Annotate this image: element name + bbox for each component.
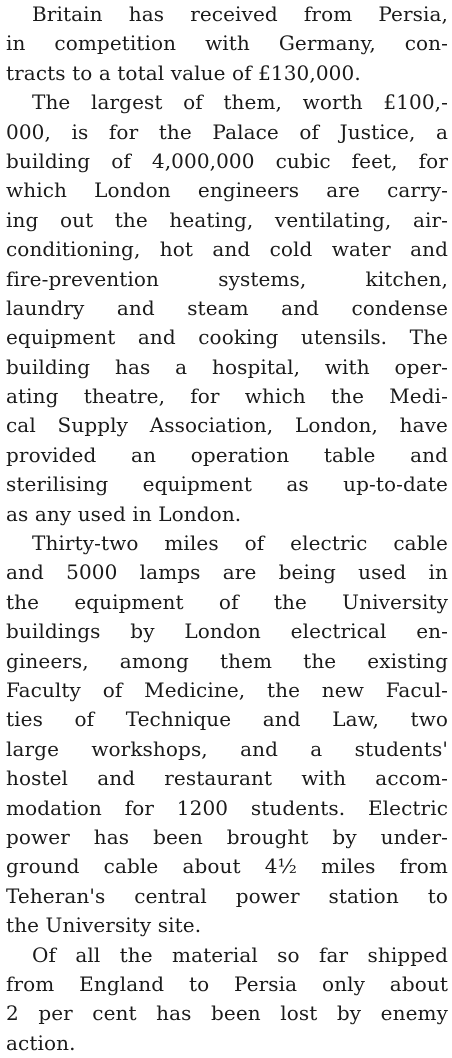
text-line: ties of Technique and Law, two — [6, 705, 448, 734]
text-line: buildings by London electrical en- — [6, 617, 448, 646]
text-line: the equipment of the University — [6, 588, 448, 617]
text-line: as any used in London. — [6, 500, 448, 529]
text-line: building of 4,000,000 cubic feet, for — [6, 147, 448, 176]
article-column — [6, 0, 448, 1058]
text-line: ing out the heating, ventilating, air- — [6, 206, 448, 235]
text-line: cal Supply Association, London, have — [6, 411, 448, 440]
paragraph-shipping-losses — [6, 941, 448, 1058]
text-line: Teheran's central power station to — [6, 882, 448, 911]
text-line: laundry and steam and condense — [6, 294, 448, 323]
text-line: building has a hospital, with oper- — [6, 353, 448, 382]
text-line: from England to Persia only about — [6, 970, 448, 999]
text-line: 000, is for the Palace of Justice, a — [6, 118, 448, 147]
paragraph-university — [6, 529, 448, 940]
text-line: gineers, among them the existing — [6, 647, 448, 676]
text-line: sterilising equipment as up-to-date — [6, 470, 448, 499]
text-line: ground cable about 4½ miles from — [6, 852, 448, 881]
text-line: modation for 1200 students. Electric — [6, 794, 448, 823]
text-line: Thirty-two miles of electric cable — [6, 529, 448, 558]
text-line: Britain has received from Persia, — [6, 0, 448, 29]
text-line: The largest of them, worth £100,- — [6, 88, 448, 117]
text-line: in competition with Germany, con- — [6, 29, 448, 58]
text-line: ating theatre, for which the Medi- — [6, 382, 448, 411]
text-line: hostel and restaurant with accom- — [6, 764, 448, 793]
text-line: and 5000 lamps are being used in — [6, 558, 448, 587]
text-line: power has been brought by under- — [6, 823, 448, 852]
text-line: Of all the material so far shipped — [6, 941, 448, 970]
text-line: Faculty of Medicine, the new Facul- — [6, 676, 448, 705]
paragraph-palace-of-justice — [6, 88, 448, 529]
text-line: tracts to a total value of £130,000. — [6, 59, 448, 88]
text-line: which London engineers are carry- — [6, 176, 448, 205]
text-line: equipment and cooking utensils. The — [6, 323, 448, 352]
text-line: large workshops, and a students' — [6, 735, 448, 764]
text-line: the University site. — [6, 911, 448, 940]
text-line: fire-prevention systems, kitchen, — [6, 265, 448, 294]
text-line: 2 per cent has been lost by enemy — [6, 999, 448, 1028]
text-line: provided an operation table and — [6, 441, 448, 470]
text-line: conditioning, hot and cold water and — [6, 235, 448, 264]
text-line: action. — [6, 1029, 448, 1058]
paragraph-contracts — [6, 0, 448, 88]
